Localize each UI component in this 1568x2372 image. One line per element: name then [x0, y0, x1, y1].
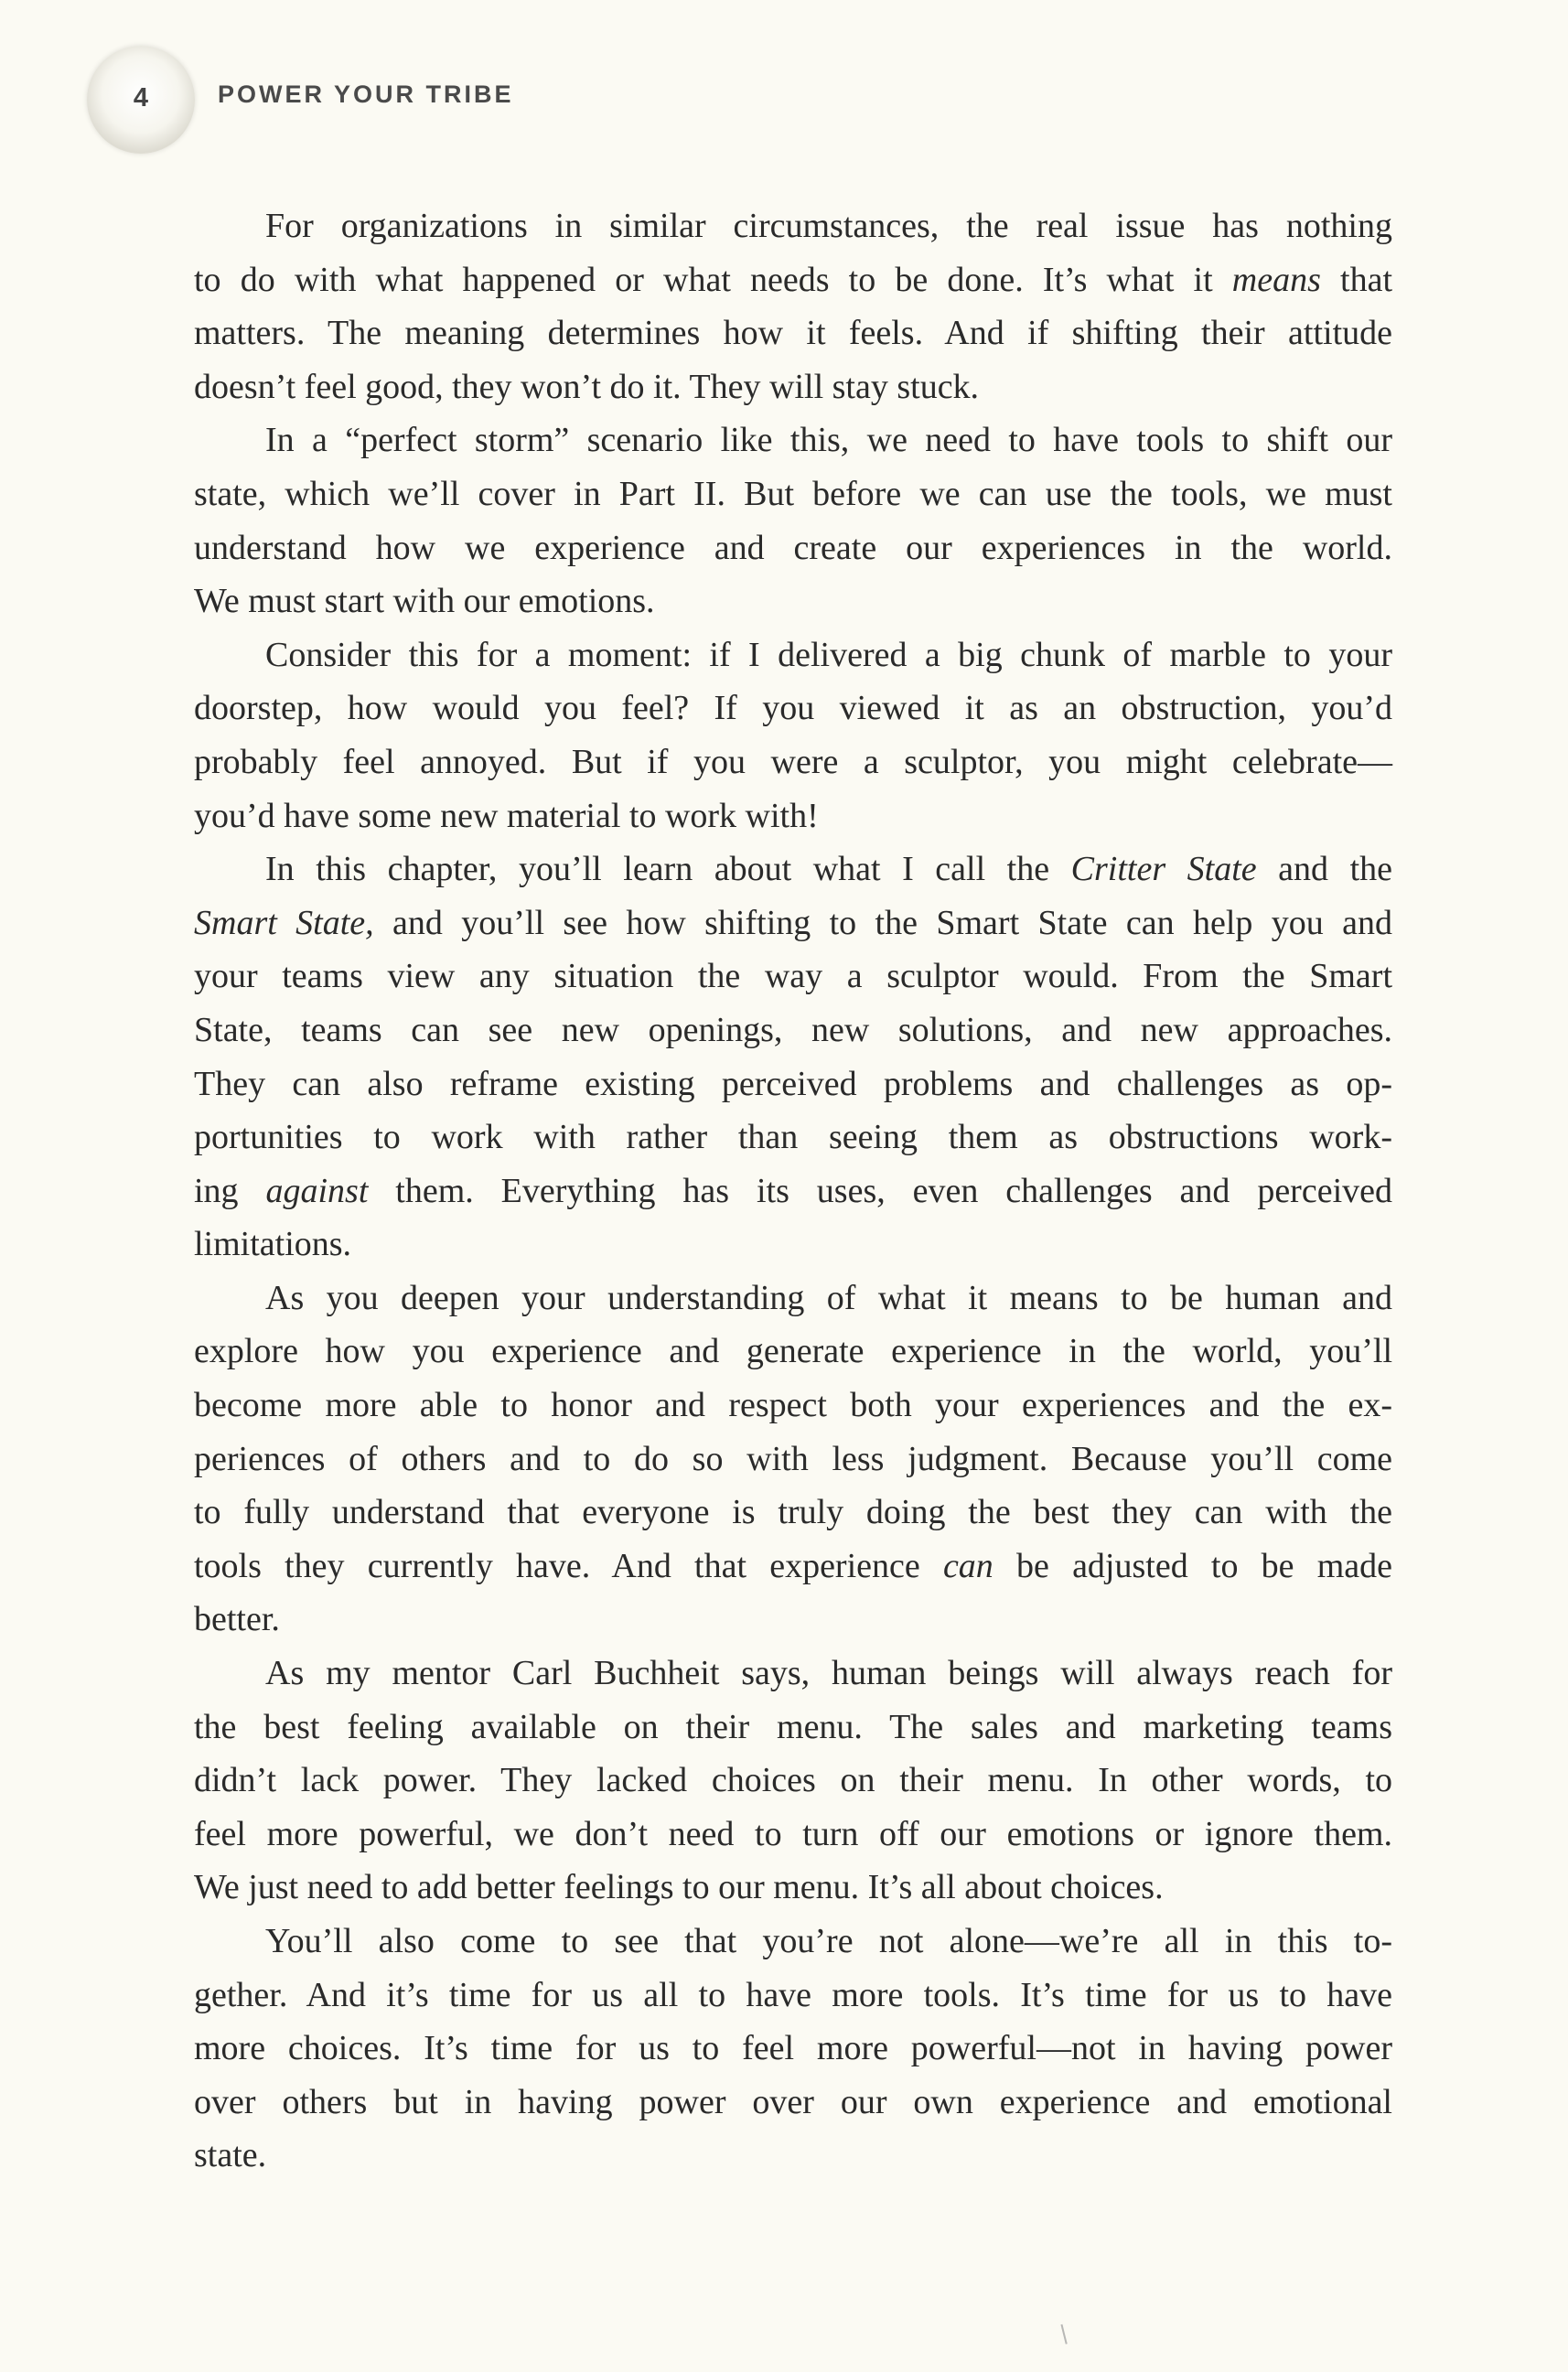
body-text [194, 199, 1392, 2183]
paragraph [194, 1915, 1392, 2183]
text-fragment: that [1320, 260, 1393, 299]
text-line: limitations. [194, 1225, 352, 1264]
paragraph [194, 843, 1392, 1272]
text-line [194, 253, 1392, 307]
text-line: For organizations in similar circumstances, the real issue has nothing [265, 207, 1392, 245]
text-line [194, 843, 1392, 896]
text-line: We just need to add better feelings to our menu. It’s all about choices. [194, 1868, 1164, 1907]
text-line: become more able to honor and respect both your experiences and the ex- [194, 1386, 1392, 1425]
text-line: Consider this for a moment: if I delivered a big chunk of marble to your [265, 635, 1392, 674]
text-fragment: ing [194, 1171, 266, 1210]
running-head: POWER YOUR TRIBE [218, 80, 514, 108]
text-line [194, 1165, 1392, 1218]
paper-speck [1060, 2323, 1072, 2344]
paragraph [194, 1272, 1392, 1647]
emphasis: Smart State, [194, 903, 374, 942]
text-line: As you deepen your understanding of what it means to be human and [265, 1278, 1392, 1317]
text-line: As my mentor Carl Buchheit says, human beings will always reach for [265, 1654, 1392, 1693]
text-line: more choices. It’s time for us to feel more powerful—not in having power [194, 2029, 1392, 2068]
text-line: State, teams can see new openings, new solutions, and new approaches. [194, 1010, 1392, 1049]
emphasis: means [1231, 260, 1321, 299]
page-number: 4 [133, 82, 149, 113]
text-line: They can also reframe existing perceived problems and challenges as op- [194, 1064, 1392, 1103]
text-line: feel more powerful, we don’t need to turn off our emotions or ignore them. [194, 1814, 1392, 1853]
text-line: to fully understand that everyone is truly doing the best they can with the [194, 1493, 1392, 1532]
text-fragment: to do with what happened or what needs to be done. It’s what it [194, 260, 1232, 299]
text-fragment: be adjusted to be made [993, 1546, 1392, 1585]
text-line: over others but in having power over our own experience and emotional [194, 2082, 1392, 2121]
text-fragment: them. Everything has its uses, even challenges and perceived [368, 1171, 1392, 1210]
text-line: In a “perfect storm” scenario like this, we need to have tools to shift our [265, 421, 1392, 460]
text-line: You’ll also come to see that you’re not alone—we’re all in this to- [265, 1922, 1392, 1960]
text-line: gether. And it’s time for us all to have more tools. It’s time for us to have [194, 1975, 1392, 2014]
text-line: doorstep, how would you feel? If you viewed it as an obstruction, you’d [194, 689, 1392, 728]
emphasis: Critter State [1070, 850, 1257, 889]
text-line [194, 1540, 1392, 1594]
emphasis: against [265, 1171, 369, 1210]
text-line: better. [194, 1600, 280, 1639]
text-line: the best feeling available on their menu. The sales and marketing teams [194, 1707, 1392, 1746]
paragraph [194, 199, 1392, 413]
emphasis: can [942, 1546, 993, 1585]
text-line: probably feel annoyed. But if you were a sculptor, you might celebrate— [194, 742, 1392, 781]
text-line: didn’t lack power. They lacked choices on their menu. In other words, to [194, 1761, 1392, 1800]
text-line: your teams view any situation the way a sculptor would. From the Smart [194, 957, 1392, 996]
text-line: you’d have some new material to work with! [194, 796, 819, 835]
text-fragment: In this chapter, you’ll learn about what I call the [265, 850, 1071, 889]
text-fragment: and the [1256, 850, 1392, 889]
text-line: doesn’t feel good, they won’t do it. They will stay stuck. [194, 367, 980, 406]
text-line: understand how we experience and create our experiences in the world. [194, 528, 1392, 567]
text-line: matters. The meaning determines how it feels. And if shifting their attitude [194, 314, 1392, 353]
text-line: state, which we’ll cover in Part II. But before we can use the tools, we must [194, 474, 1392, 513]
text-line: portunities to work with rather than seeing them as obstructions work- [194, 1118, 1392, 1157]
text-line: state. [194, 2136, 267, 2175]
paragraph [194, 413, 1392, 628]
text-fragment: tools they currently have. And that experience [194, 1546, 943, 1585]
text-line: periences of others and to do so with less judgment. Because you’ll come [194, 1439, 1392, 1478]
text-line: explore how you experience and generate experience in the world, you’ll [194, 1332, 1392, 1371]
text-fragment: and you’ll see how shifting to the Smart State can help you and [373, 903, 1392, 942]
page-header [87, 46, 1459, 165]
text-line [194, 896, 1392, 950]
paragraph [194, 1647, 1392, 1915]
text-line: We must start with our emotions. [194, 582, 655, 621]
paragraph [194, 628, 1392, 843]
page-number-badge [87, 46, 195, 154]
